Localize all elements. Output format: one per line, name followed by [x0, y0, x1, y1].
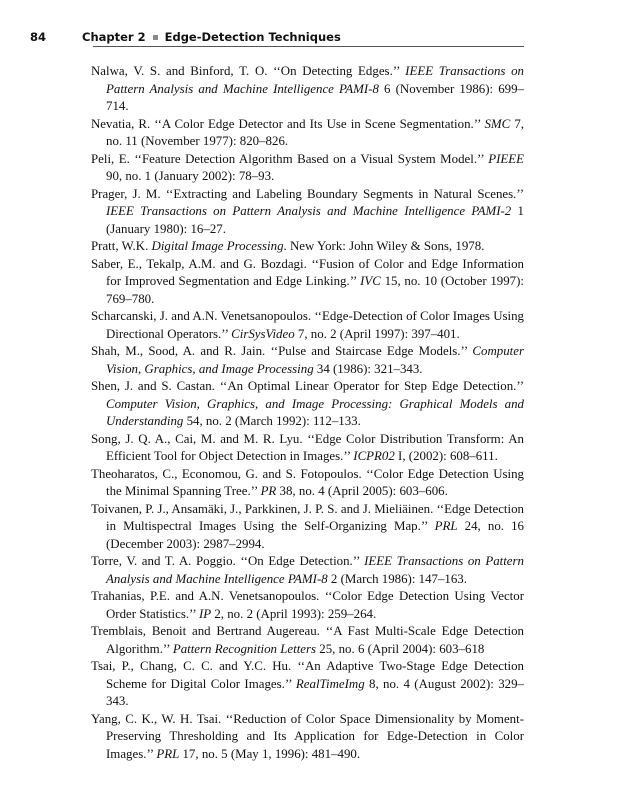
ref-source: IP: [198, 606, 212, 621]
ref-source: PR: [260, 484, 277, 498]
ref-text: Trahanias, P.E. and A.N. Venetsanopoulos. ‘‘Color Edge Detection Using Vector Order Statistics.’’: [91, 589, 524, 621]
separator-square-icon: [153, 35, 158, 40]
ref-details: 7, no. 2 (April 1997): 397–401.: [294, 326, 460, 341]
chapter-title: Edge-Detection Techniques: [164, 30, 341, 44]
ref-text: Pratt, W.K.: [91, 239, 152, 253]
ref-text: Tremblais, Benoit and Bertrand Augereau. ‘‘A Fast Multi-Scale Edge Detection Algorithm.’’: [91, 624, 524, 656]
reference-entry: [91, 256, 524, 309]
ref-source: PRL: [156, 746, 180, 761]
ref-text: Tsai, P., Chang, C. C. and Y.C. Hu. ‘‘An Adaptive Two-Stage Edge Detection Scheme for Digital Color Images.’’: [91, 659, 524, 691]
ref-source: RealTimeImg: [295, 676, 365, 691]
ref-source: ICPR02: [353, 449, 395, 463]
reference-entry: [91, 378, 524, 431]
ref-source: PIEEE: [488, 151, 524, 166]
ref-text: Song, J. Q. A., Cai, M. and M. R. Lyu. ‘‘Edge Color Distribution Transform: An Efficient Tool for Object Detection in Images.’’: [91, 431, 524, 463]
header-rule: [93, 46, 524, 47]
ref-details: 34 (1986): 321–343.: [313, 361, 423, 376]
chapter-label: Chapter 2: [82, 30, 146, 44]
ref-details: 1 (January 1980): 16–27.: [106, 204, 524, 236]
ref-text: Torre, V. and T. A. Poggio. ‘‘On Edge Detection.’’: [91, 554, 365, 568]
ref-text: Shen, J. and S. Castan. ‘‘An Optimal Linear Operator for Step Edge Detection.’’: [91, 379, 524, 393]
reference-entry: [91, 431, 524, 466]
ref-details: 54, no. 2 (March 1992): 112–133.: [183, 414, 361, 428]
ref-text: Theoharatos, C., Economou, G. and S. Fotopoulos. ‘‘Color Edge Detection Using the Minimal Spanning Tree.’’: [91, 466, 524, 498]
running-header: [30, 28, 524, 46]
reference-entry: [91, 658, 524, 711]
ref-text: Saber, E., Tekalp, A.M. and G. Bozdagi. ‘‘Fusion of Color and Edge Information for Improved Segmentation and Edge Linking.’’: [91, 256, 524, 288]
ref-details: 24, no. 16 (December 2003): 2987–2994.: [106, 519, 524, 551]
ref-details: 90, no. 1 (January 2002): 78–93.: [106, 169, 275, 183]
ref-text: Toivanen, P. J., Ansamäki, J., Parkkinen, J. P. S. and J. Mieliäinen. ‘‘Edge Detection in Multispectral Images Using the Self-Organizing Map.’’: [91, 501, 524, 533]
reference-entry: [91, 63, 524, 116]
reference-entry: [91, 711, 524, 764]
ref-details: 2, no. 2 (April 1993): 259–264.: [211, 606, 377, 621]
reference-entry: [91, 501, 524, 554]
ref-details: 6 (November 1986): 699–714.: [106, 81, 524, 113]
reference-entry: [91, 588, 524, 623]
reference-entry: [91, 308, 524, 343]
ref-source: IEEE Transactions on Pattern Analysis and Machine Intelligence PAMI-8: [106, 554, 524, 586]
ref-text: Peli, E. ‘‘Feature Detection Algorithm Based on a Visual System Model.’’: [91, 151, 489, 166]
ref-source: Computer Vision, Graphics, and Image Processing: [106, 344, 524, 376]
ref-details: I, (2002): 608–611.: [394, 449, 498, 463]
ref-source: IEEE Transactions on Pattern Analysis and Machine Intelligence PAMI-2: [106, 204, 512, 218]
reference-entry: [91, 553, 524, 588]
ref-details: 38, no. 4 (April 2005): 603–606.: [276, 484, 448, 498]
ref-details: 2 (March 1986): 147–163.: [327, 571, 467, 586]
reference-list: [91, 63, 524, 763]
reference-entry: [91, 116, 524, 151]
reference-entry: [91, 151, 524, 186]
reference-entry: [91, 186, 524, 239]
ref-text: Nalwa, V. S. and Binford, T. O. ‘‘On Detecting Edges.’’: [91, 64, 406, 78]
ref-text: Yang, C. K., W. H. Tsai. ‘‘Reduction of Color Space Dimensionality by Moment-Preserving Thresholding and Its Application for Edge-Detection in Color Images.’’: [91, 711, 524, 761]
reference-entry: [91, 238, 524, 256]
ref-source: Computer Vision, Graphics, and Image Processing: Graphical Models and Understanding: [106, 396, 524, 428]
ref-source: SMC: [484, 116, 511, 131]
page-number: 84: [30, 30, 47, 44]
ref-text: Nevatia, R. ‘‘A Color Edge Detector and Its Use in Scene Segmentation.’’: [91, 116, 485, 131]
ref-text: Shah, M., Sood, A. and R. Jain. ‘‘Pulse and Staircase Edge Models.’’: [91, 344, 473, 358]
reference-entry: [91, 466, 524, 501]
ref-details: 17, no. 5 (May 1, 1996): 481–490.: [179, 746, 361, 761]
ref-details: 7, no. 11 (November 1977): 820–826.: [106, 116, 524, 148]
ref-details: 25, no. 6 (April 2004): 603–618: [316, 641, 485, 656]
reference-entry: [91, 623, 524, 658]
ref-text: Scharcanski, J. and A.N. Venetsanopoulos. ‘‘Edge-Detection of Color Images Using Directional Operators.’’: [91, 309, 524, 341]
ref-details: 8, no. 4 (August 2002): 329–343.: [106, 676, 524, 708]
ref-details: 15, no. 10 (October 1997): 769–780.: [106, 274, 524, 306]
ref-details: . New York: John Wiley & Sons, 1978.: [283, 239, 485, 253]
ref-source: IEEE Transactions on Pattern Analysis and Machine Intelligence PAMI-8: [106, 64, 524, 96]
reference-entry: [91, 343, 524, 378]
ref-source: Digital Image Processing: [151, 239, 284, 253]
ref-source: Pattern Recognition Letters: [172, 641, 317, 656]
ref-text: Prager, J. M. ‘‘Extracting and Labeling Boundary Segments in Natural Scenes.’’: [91, 186, 524, 201]
ref-source: IVC: [360, 274, 381, 288]
ref-source: CirSysVideo: [231, 326, 295, 341]
ref-source: PRL: [434, 519, 458, 533]
